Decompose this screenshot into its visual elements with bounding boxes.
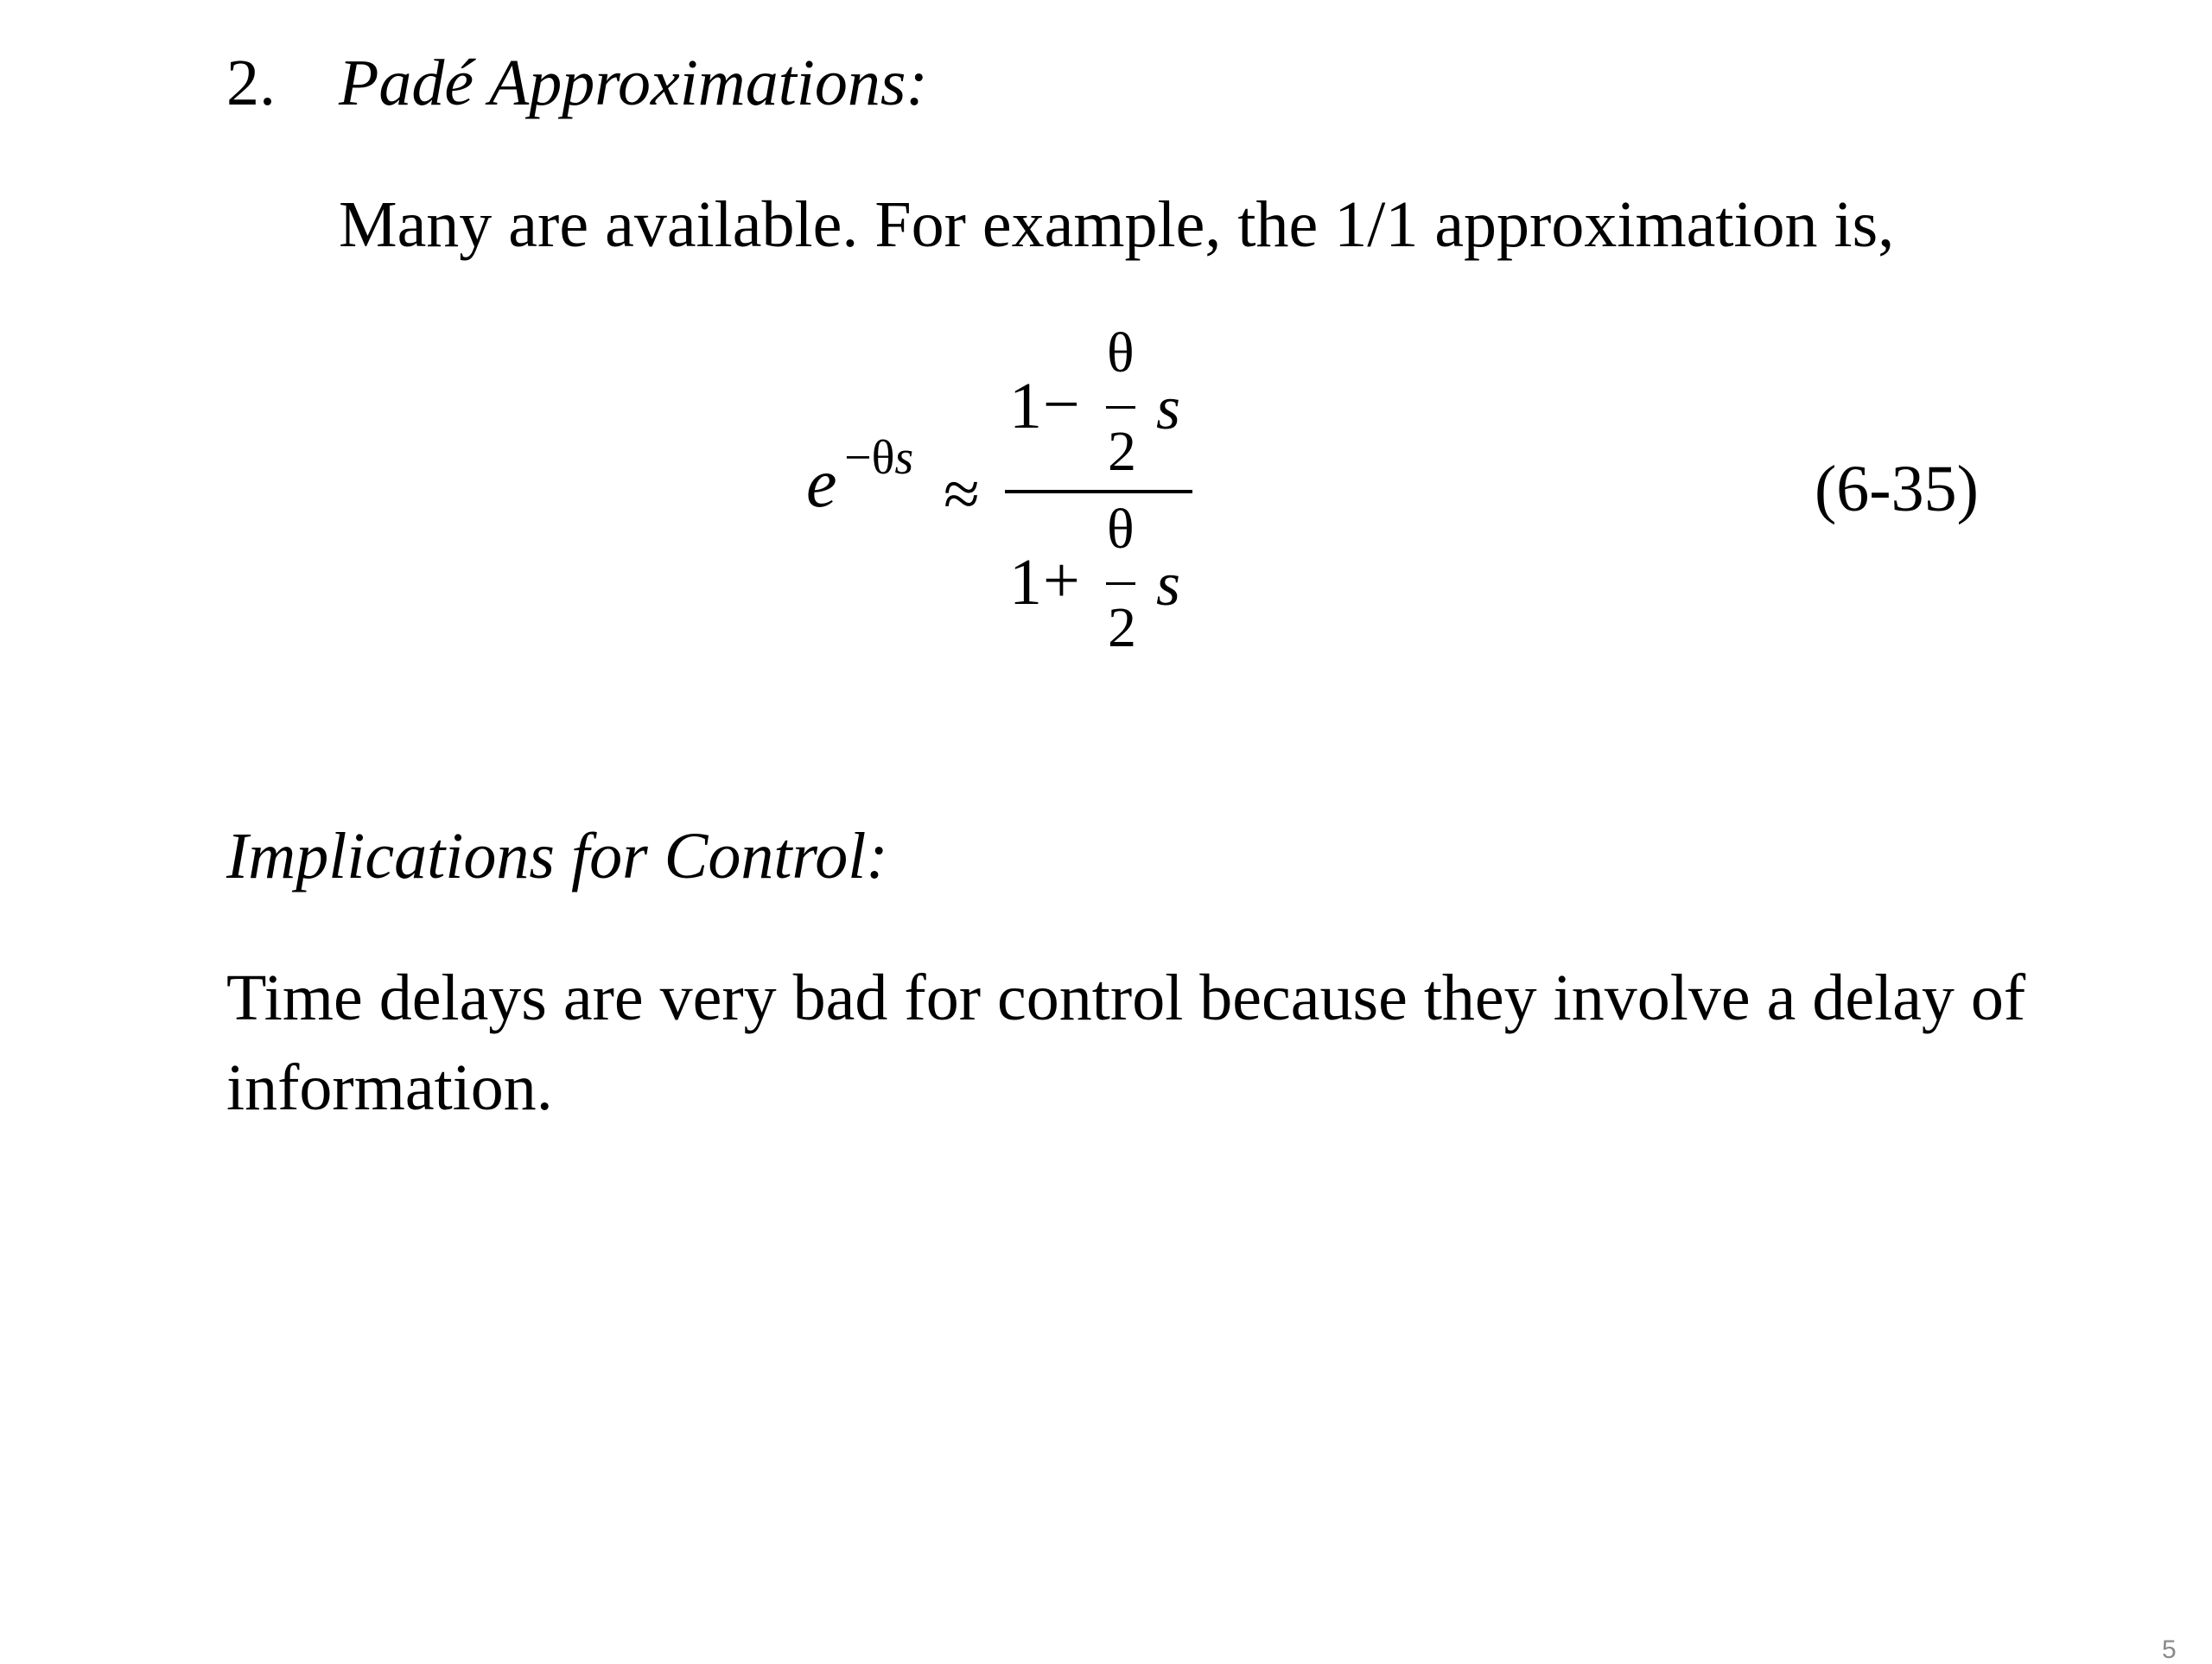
- numerator-fraction-top: θ: [1107, 321, 1135, 384]
- equation-number: (6-35): [1815, 453, 1979, 525]
- fraction-bar: [1005, 490, 1192, 493]
- intro-paragraph: Many are available. For example, the 1/1 approximation is,: [339, 188, 1895, 261]
- body-paragraph: Time delays are very bad for control because they involve a delay of information.: [226, 962, 2026, 1124]
- numerator-operator: −: [1043, 368, 1080, 441]
- denominator-fraction-bar: [1106, 582, 1135, 585]
- denominator-fraction-bottom: 2: [1108, 596, 1136, 659]
- numerator-fraction-bar: [1106, 406, 1135, 409]
- denominator-constant: 1: [1009, 546, 1042, 619]
- page-number: 5: [2162, 1635, 2177, 1664]
- item-heading: Padé Approximations:: [339, 47, 928, 119]
- numerator-constant: 1: [1009, 370, 1042, 442]
- list-item-number: 2.: [226, 47, 276, 119]
- equation-exponent: [844, 431, 914, 485]
- approx-symbol: ≈: [944, 458, 980, 530]
- numerator-var: s: [1156, 373, 1181, 442]
- section-heading: Implications for Control:: [226, 820, 888, 892]
- denominator-var: s: [1156, 549, 1181, 619]
- equation-base-e: e: [806, 446, 837, 522]
- numerator-fraction-bottom: 2: [1108, 420, 1136, 483]
- denominator-operator: +: [1043, 544, 1080, 617]
- equation-exponent-prefix: −θ: [844, 431, 895, 485]
- denominator-fraction-top: θ: [1107, 498, 1135, 561]
- equation-exponent-var: s: [894, 431, 914, 485]
